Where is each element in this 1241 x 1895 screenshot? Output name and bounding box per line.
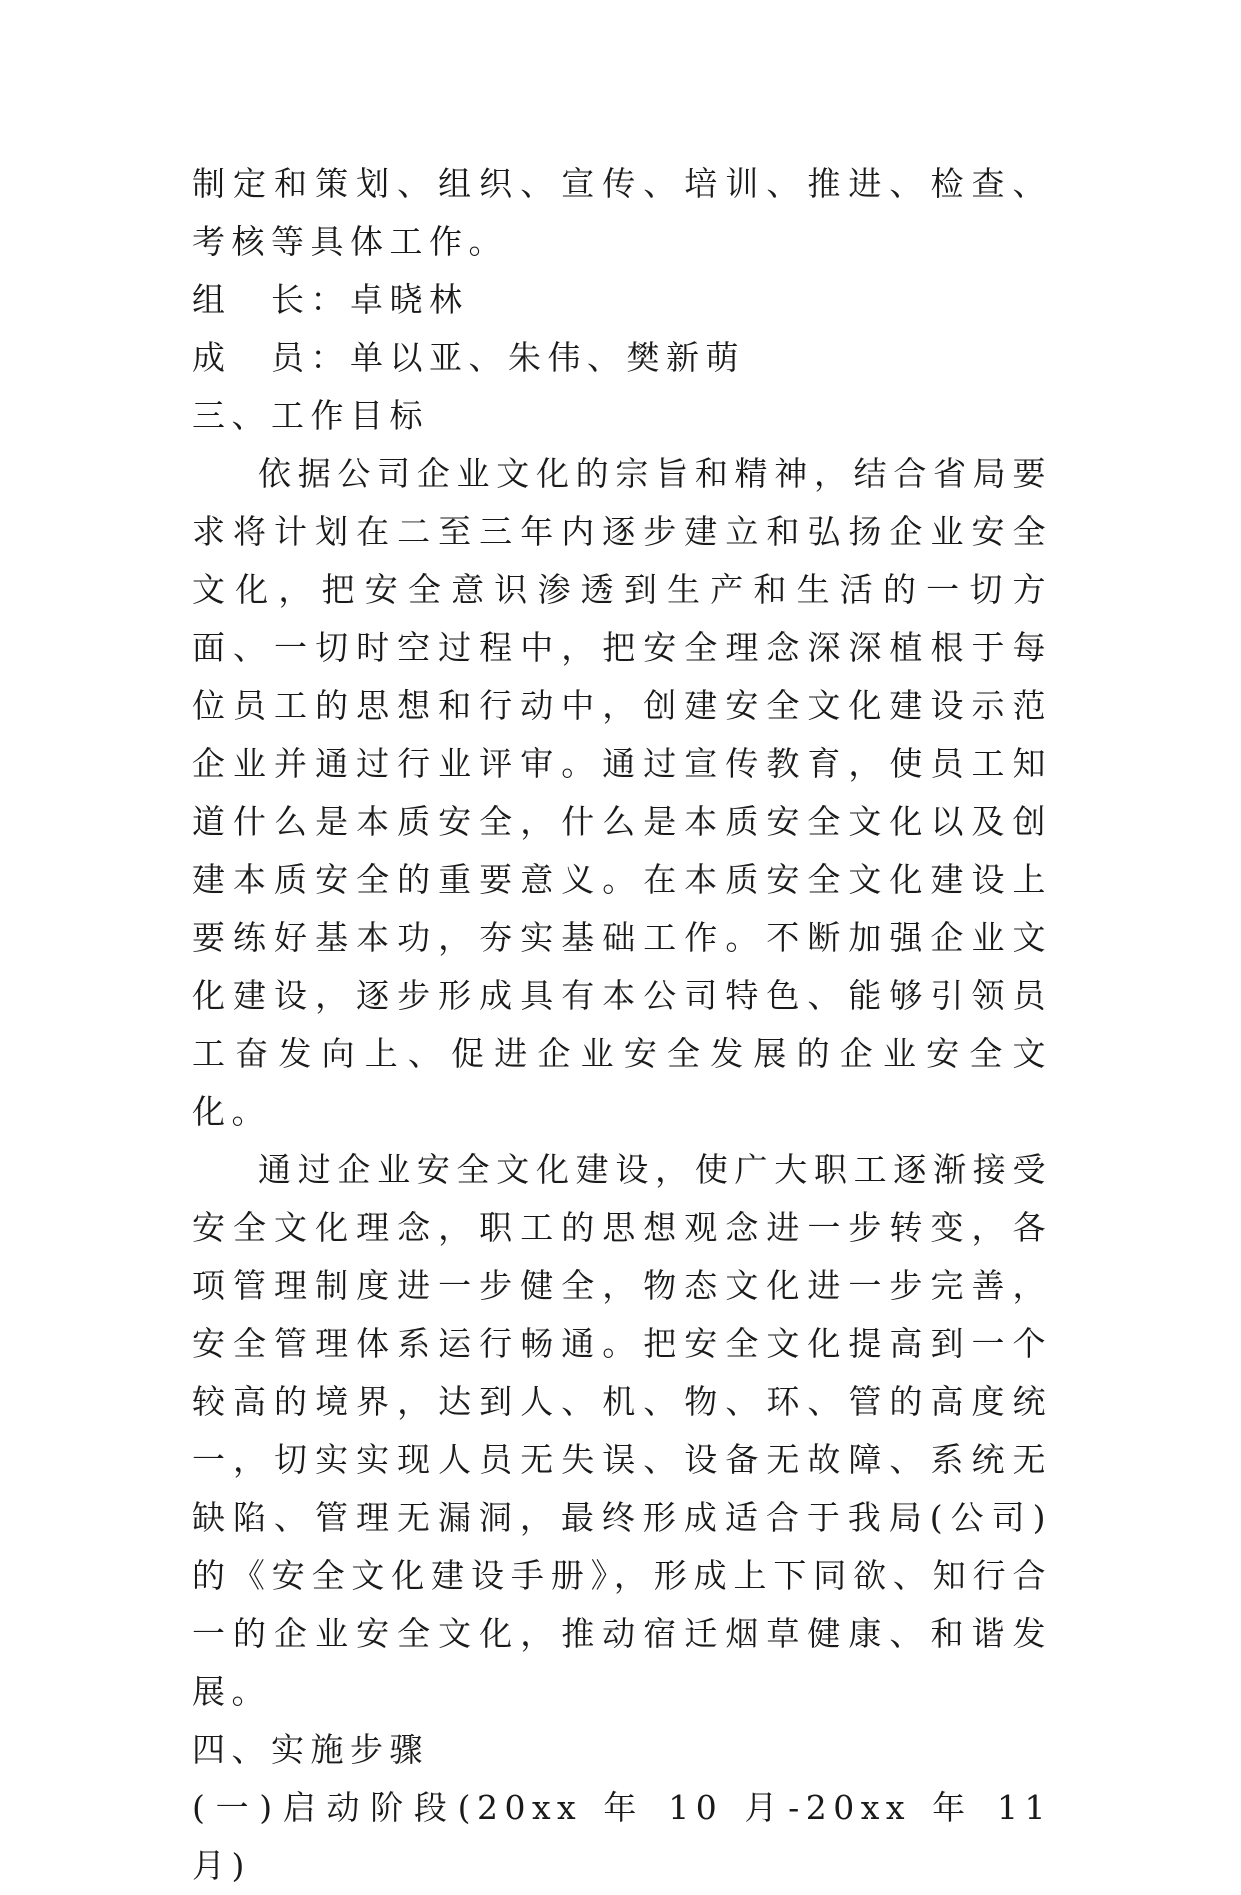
subheading-launch-phase: (一)启动阶段(20xx 年 10 月-20xx 年 11 月)	[192, 1788, 1052, 1885]
team-members-line: 成 员：单以亚、朱伟、樊新萌	[192, 338, 745, 377]
team-leader-line: 组 长：卓晓林	[192, 280, 469, 319]
section-heading-steps: 四、实施步骤	[192, 1730, 429, 1769]
document-body	[192, 155, 1052, 1895]
paragraph-responsibilities: 制定和策划、组织、宣传、培训、推进、检查、考核等具体工作。	[192, 164, 1052, 261]
section-heading-goals: 三、工作目标	[192, 396, 429, 435]
paragraph-goals-2: 通过企业安全文化建设，使广大职工逐渐接受安全文化理念，职工的思想观念进一步转变，各项管理制度进一步健全，物态文化进一步完善，安全管理体系运行畅通。把安全文化提高到一个较高的境界，达到人、机、物、环、管的高度统一，切实实现人员无失误、设备无故障、系统无缺陷、管理无漏洞，最终形成适合于我局(公司)的《安全文化建设手册》，形成上下同欲、知行合一的企业安全文化，推动宿迁烟草健康、和谐发展。	[192, 1150, 1052, 1711]
paragraph-goals-1: 依据公司企业文化的宗旨和精神，结合省局要求将计划在二至三年内逐步建立和弘扬企业安全文化，把安全意识渗透到生产和生活的一切方面、一切时空过程中，把安全理念深深植根于每位员工的思想和行动中，创建安全文化建设示范企业并通过行业评审。通过宣传教育，使员工知道什么是本质安全，什么是本质安全文化以及创建本质安全的重要意义。在本质安全文化建设上要练好基本功，夯实基础工作。不断加强企业文化建设，逐步形成具有本公司特色、能够引领员工奋发向上、促进企业安全发展的企业安全文化。	[192, 454, 1052, 1131]
